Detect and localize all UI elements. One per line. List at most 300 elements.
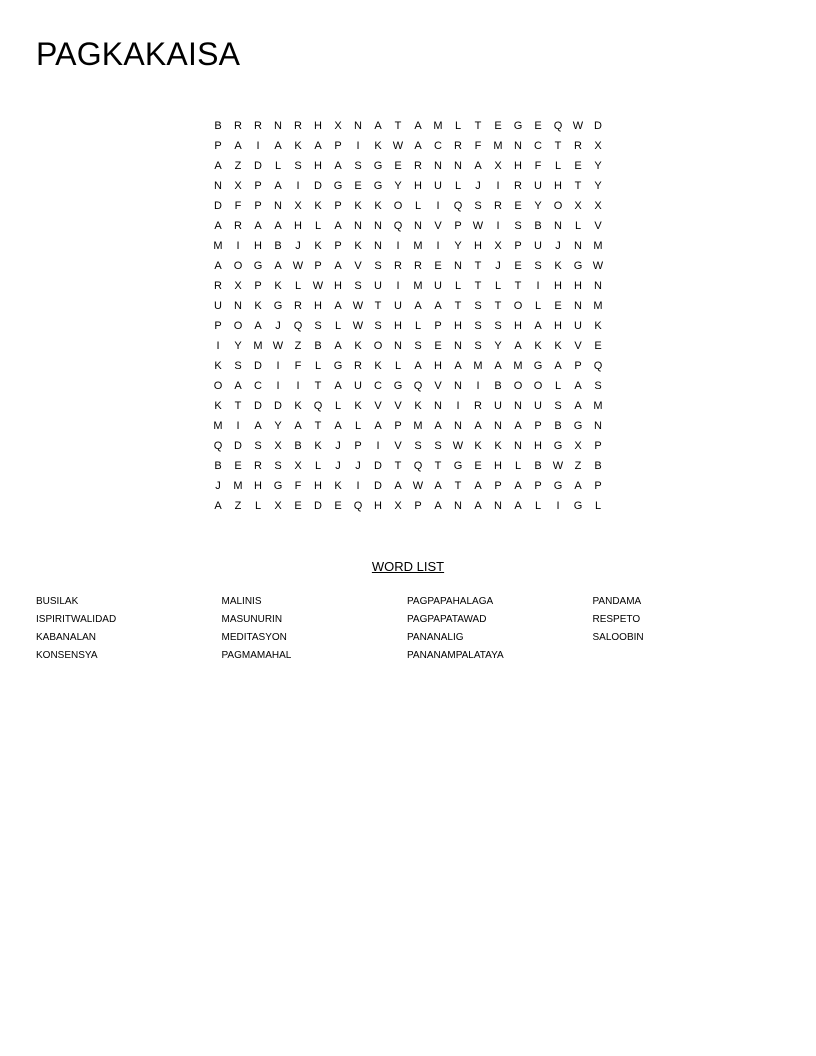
grid-letter: L: [414, 200, 422, 212]
grid-letter: L: [314, 460, 322, 472]
grid-letter: S: [254, 440, 262, 452]
grid-letter: L: [534, 300, 542, 312]
grid-letter: R: [494, 200, 502, 212]
grid-row: [208, 276, 608, 296]
grid-letter: U: [354, 380, 362, 392]
grid-letter: N: [434, 160, 442, 172]
grid-letter: I: [476, 380, 480, 392]
grid-letter: P: [414, 500, 422, 512]
grid-letter: E: [514, 260, 522, 272]
grid-letter: P: [334, 240, 342, 252]
grid-letter: Z: [234, 160, 242, 172]
grid-letter: Q: [453, 200, 463, 212]
word-item: MASUNURIN: [221, 614, 283, 625]
grid-letter: L: [574, 220, 582, 232]
grid-letter: N: [274, 120, 282, 132]
grid-letter: I: [396, 240, 400, 252]
grid-letter: A: [254, 320, 262, 332]
grid-letter: K: [274, 280, 282, 292]
grid-letter: G: [393, 380, 403, 392]
grid-letter: I: [556, 500, 560, 512]
grid-letter: F: [294, 480, 302, 492]
grid-letter: S: [354, 160, 362, 172]
grid-letter: A: [274, 180, 282, 192]
grid-letter: Y: [594, 160, 602, 172]
grid-letter: E: [294, 500, 302, 512]
grid-letter: N: [514, 140, 522, 152]
grid-letter: K: [374, 140, 382, 152]
grid-letter: P: [494, 480, 502, 492]
grid-letter: N: [274, 200, 282, 212]
grid-letter: H: [554, 280, 562, 292]
grid-letter: M: [253, 340, 263, 352]
grid-letter: H: [254, 240, 262, 252]
grid-letter: V: [434, 220, 442, 232]
grid-letter: S: [414, 340, 422, 352]
grid-row: [208, 316, 608, 336]
grid-letter: F: [534, 160, 542, 172]
grid-letter: L: [294, 280, 302, 292]
grid-letter: U: [574, 320, 582, 332]
grid-letter: S: [554, 400, 562, 412]
grid-letter: H: [554, 320, 562, 332]
grid-letter: A: [474, 160, 482, 172]
grid-letter: L: [534, 500, 542, 512]
grid-letter: B: [314, 340, 322, 352]
grid-letter: F: [474, 140, 482, 152]
grid-letter: H: [334, 280, 342, 292]
grid-letter: G: [333, 180, 343, 192]
grid-letter: M: [413, 280, 423, 292]
grid-letter: Q: [393, 220, 403, 232]
grid-letter: O: [213, 380, 223, 392]
grid-letter: H: [394, 320, 402, 332]
grid-letter: G: [553, 440, 563, 452]
grid-letter: N: [454, 340, 462, 352]
grid-letter: E: [234, 460, 242, 472]
grid-letter: N: [574, 300, 582, 312]
grid-letter: T: [494, 300, 502, 312]
grid-letter: R: [294, 120, 302, 132]
grid-letter: E: [394, 160, 402, 172]
grid-letter: E: [514, 200, 522, 212]
grid-letter: G: [513, 120, 523, 132]
grid-letter: G: [333, 360, 343, 372]
grid-letter: R: [474, 400, 482, 412]
grid-letter: P: [214, 320, 222, 332]
grid-letter: M: [413, 240, 423, 252]
grid-letter: H: [534, 440, 542, 452]
grid-letter: V: [374, 400, 382, 412]
grid-letter: K: [314, 200, 322, 212]
grid-letter: P: [434, 320, 442, 332]
grid-letter: N: [454, 260, 462, 272]
grid-letter: B: [274, 240, 282, 252]
word-column: [36, 593, 222, 665]
grid-letter: A: [254, 220, 262, 232]
grid-letter: K: [354, 340, 362, 352]
word-item: PAGMAMAHAL: [221, 650, 292, 661]
grid-letter: K: [534, 340, 542, 352]
grid-letter: M: [413, 420, 423, 432]
grid-letter: O: [513, 380, 523, 392]
grid-letter: E: [554, 300, 562, 312]
grid-letter: N: [514, 440, 522, 452]
grid-letter: P: [334, 200, 342, 212]
grid-letter: S: [294, 160, 302, 172]
grid-letter: L: [514, 460, 522, 472]
grid-letter: N: [234, 300, 242, 312]
grid-letter: Y: [594, 180, 602, 192]
grid-letter: T: [554, 140, 562, 152]
grid-letter: Q: [413, 460, 423, 472]
grid-letter: Z: [294, 340, 302, 352]
word-column: [593, 593, 779, 665]
grid-letter: W: [292, 260, 304, 272]
grid-letter: W: [572, 120, 584, 132]
word-item: BUSILAK: [36, 596, 79, 607]
grid-letter: A: [214, 220, 222, 232]
grid-letter: J: [555, 240, 561, 252]
grid-letter: K: [594, 320, 602, 332]
grid-letter: T: [434, 460, 442, 472]
grid-letter: O: [393, 200, 403, 212]
grid-letter: T: [474, 120, 482, 132]
grid-letter: Q: [353, 500, 363, 512]
grid-letter: M: [593, 400, 603, 412]
grid-letter: M: [593, 240, 603, 252]
grid-letter: V: [394, 400, 402, 412]
grid-letter: E: [474, 460, 482, 472]
grid-letter: R: [414, 260, 422, 272]
grid-letter: H: [414, 180, 422, 192]
grid-letter: J: [475, 180, 481, 192]
grid-letter: I: [376, 440, 380, 452]
grid-letter: N: [594, 420, 602, 432]
grid-letter: N: [394, 340, 402, 352]
grid-letter: T: [474, 280, 482, 292]
grid-letter: S: [374, 260, 382, 272]
grid-letter: U: [534, 240, 542, 252]
grid-letter: N: [494, 500, 502, 512]
grid-letter: L: [414, 320, 422, 332]
grid-letter: B: [534, 460, 542, 472]
grid-letter: X: [294, 200, 302, 212]
grid-letter: P: [214, 140, 222, 152]
grid-letter: Y: [274, 420, 282, 432]
grid-letter: H: [254, 480, 262, 492]
grid-letter: K: [294, 400, 302, 412]
grid-letter: S: [534, 260, 542, 272]
grid-letter: L: [594, 500, 602, 512]
grid-letter: G: [573, 500, 583, 512]
grid-letter: N: [454, 420, 462, 432]
grid-letter: K: [554, 340, 562, 352]
grid-letter: C: [254, 380, 262, 392]
grid-letter: T: [314, 380, 322, 392]
grid-letter: I: [356, 480, 360, 492]
grid-letter: A: [334, 220, 342, 232]
grid-letter: P: [594, 440, 602, 452]
grid-letter: L: [394, 360, 402, 372]
grid-letter: A: [414, 140, 422, 152]
grid-letter: D: [314, 500, 322, 512]
grid-letter: I: [296, 380, 300, 392]
grid-letter: I: [216, 340, 220, 352]
grid-letter: U: [534, 180, 542, 192]
grid-letter: A: [334, 260, 342, 272]
grid-row: [208, 376, 608, 396]
grid-letter: P: [454, 220, 462, 232]
grid-letter: N: [454, 500, 462, 512]
grid-letter: S: [474, 200, 482, 212]
grid-letter: Y: [394, 180, 402, 192]
grid-letter: R: [574, 140, 582, 152]
grid-letter: K: [214, 360, 222, 372]
grid-letter: U: [394, 300, 402, 312]
grid-letter: B: [214, 120, 222, 132]
grid-letter: K: [314, 240, 322, 252]
grid-letter: U: [214, 300, 222, 312]
grid-letter: L: [334, 400, 342, 412]
grid-letter: G: [573, 420, 583, 432]
grid-letter: Y: [534, 200, 542, 212]
grid-letter: V: [394, 440, 402, 452]
grid-letter: X: [494, 240, 502, 252]
grid-letter: N: [354, 120, 362, 132]
grid-letter: M: [433, 120, 443, 132]
grid-letter: R: [294, 300, 302, 312]
grid-letter: A: [514, 420, 522, 432]
grid-letter: Q: [553, 120, 563, 132]
grid-row: [208, 156, 608, 176]
grid-letter: H: [314, 120, 322, 132]
grid-letter: P: [534, 420, 542, 432]
grid-letter: H: [474, 240, 482, 252]
grid-letter: I: [436, 200, 440, 212]
grid-letter: I: [276, 360, 280, 372]
grid-row: [208, 236, 608, 256]
grid-letter: I: [396, 280, 400, 292]
grid-row: [208, 216, 608, 236]
grid-letter: X: [274, 440, 282, 452]
grid-letter: K: [554, 260, 562, 272]
grid-letter: H: [314, 160, 322, 172]
grid-letter: G: [373, 180, 383, 192]
grid-letter: E: [354, 180, 362, 192]
grid-letter: R: [514, 180, 522, 192]
grid-letter: N: [354, 220, 362, 232]
grid-letter: A: [574, 380, 582, 392]
grid-letter: P: [254, 280, 262, 292]
grid-letter: K: [314, 440, 322, 452]
word-list-heading: WORD LIST: [371, 559, 445, 574]
grid-letter: L: [494, 280, 502, 292]
grid-letter: L: [554, 380, 562, 392]
grid-row: [208, 396, 608, 416]
grid-letter: H: [494, 460, 502, 472]
grid-letter: P: [534, 480, 542, 492]
grid-letter: I: [236, 240, 240, 252]
grid-letter: A: [414, 360, 422, 372]
word-item: ISPIRITWALIDAD: [36, 614, 117, 625]
grid-letter: D: [234, 440, 242, 452]
grid-row: [208, 136, 608, 156]
grid-letter: W: [412, 480, 424, 492]
grid-letter: N: [454, 380, 462, 392]
grid-letter: A: [474, 480, 482, 492]
word-item: PANANAMPALATAYA: [407, 650, 504, 661]
grid-letter: I: [496, 180, 500, 192]
grid-letter: S: [474, 340, 482, 352]
grid-letter: N: [574, 240, 582, 252]
grid-letter: R: [214, 280, 222, 292]
word-item: PANANALIG: [407, 632, 464, 643]
grid-letter: A: [254, 420, 262, 432]
grid-letter: X: [294, 460, 302, 472]
grid-letter: G: [573, 260, 583, 272]
grid-letter: A: [334, 420, 342, 432]
grid-letter: A: [374, 420, 382, 432]
word-item: SALOOBIN: [592, 632, 644, 643]
puzzle-title: PAGKAKAISA: [36, 36, 241, 72]
grid-letter: A: [494, 360, 502, 372]
grid-letter: L: [314, 360, 322, 372]
grid-letter: R: [394, 260, 402, 272]
grid-letter: W: [392, 140, 404, 152]
grid-letter: D: [374, 480, 382, 492]
word-item: KONSENSYA: [36, 650, 98, 661]
grid-letter: I: [296, 180, 300, 192]
grid-letter: O: [513, 300, 523, 312]
grid-letter: R: [254, 460, 262, 472]
grid-letter: K: [494, 440, 502, 452]
grid-letter: L: [454, 280, 462, 292]
grid-letter: W: [452, 440, 464, 452]
grid-letter: U: [534, 400, 542, 412]
grid-letter: B: [594, 460, 602, 472]
grid-letter: C: [534, 140, 542, 152]
grid-letter: L: [454, 180, 462, 192]
grid-letter: H: [514, 160, 522, 172]
grid-letter: A: [234, 380, 242, 392]
grid-letter: P: [514, 240, 522, 252]
grid-letter: L: [254, 500, 262, 512]
grid-letter: R: [234, 120, 242, 132]
grid-letter: G: [553, 480, 563, 492]
grid-letter: J: [295, 240, 301, 252]
grid-row: [208, 416, 608, 436]
grid-letter: A: [414, 300, 422, 312]
grid-letter: P: [254, 200, 262, 212]
grid-letter: X: [574, 200, 582, 212]
grid-letter: V: [574, 340, 582, 352]
grid-row: [208, 476, 608, 496]
grid-letter: X: [234, 280, 242, 292]
grid-letter: O: [373, 340, 383, 352]
grid-letter: B: [214, 460, 222, 472]
grid-letter: K: [414, 400, 422, 412]
grid-letter: I: [256, 140, 260, 152]
grid-letter: M: [513, 360, 523, 372]
grid-letter: A: [214, 160, 222, 172]
grid-letter: D: [254, 360, 262, 372]
grid-letter: S: [514, 220, 522, 232]
grid-letter: A: [514, 480, 522, 492]
grid-letter: K: [214, 400, 222, 412]
grid-letter: A: [574, 480, 582, 492]
grid-letter: H: [314, 480, 322, 492]
grid-row: [208, 256, 608, 276]
grid-letter: X: [594, 140, 602, 152]
grid-letter: P: [254, 180, 262, 192]
grid-letter: N: [594, 280, 602, 292]
grid-letter: U: [434, 280, 442, 292]
grid-letter: A: [334, 340, 342, 352]
grid-letter: P: [334, 140, 342, 152]
grid-letter: C: [434, 140, 442, 152]
grid-letter: Q: [593, 360, 603, 372]
grid-letter: O: [233, 320, 243, 332]
word-item: KABANALAN: [36, 632, 97, 643]
grid-letter: S: [594, 380, 602, 392]
grid-letter: E: [434, 340, 442, 352]
grid-letter: Z: [574, 460, 582, 472]
word-item: MALINIS: [221, 596, 262, 607]
grid-letter: A: [434, 480, 442, 492]
grid-letter: A: [414, 120, 422, 132]
grid-letter: B: [554, 420, 562, 432]
grid-letter: L: [334, 320, 342, 332]
grid-letter: X: [394, 500, 402, 512]
grid-letter: T: [514, 280, 522, 292]
grid-row: [208, 436, 608, 456]
word-column: [222, 593, 408, 665]
grid-letter: K: [474, 440, 482, 452]
grid-letter: S: [374, 320, 382, 332]
grid-letter: Y: [494, 340, 502, 352]
grid-letter: K: [354, 200, 362, 212]
grid-letter: T: [374, 300, 382, 312]
word-item: RESPETO: [592, 614, 641, 625]
grid-letter: M: [593, 300, 603, 312]
grid-letter: P: [594, 480, 602, 492]
grid-letter: I: [436, 240, 440, 252]
grid-letter: A: [294, 420, 302, 432]
grid-letter: A: [274, 140, 282, 152]
grid-letter: G: [273, 480, 283, 492]
grid-letter: J: [335, 440, 341, 452]
grid-letter: H: [374, 500, 382, 512]
grid-letter: Z: [234, 500, 242, 512]
word-item: PANDAMA: [592, 596, 642, 607]
grid-letter: A: [374, 120, 382, 132]
grid-letter: T: [574, 180, 582, 192]
grid-letter: H: [294, 220, 302, 232]
grid-letter: G: [273, 300, 283, 312]
grid-letter: T: [454, 300, 462, 312]
grid-letter: W: [352, 320, 364, 332]
grid-letter: L: [554, 160, 562, 172]
grid-letter: V: [434, 380, 442, 392]
grid-letter: J: [215, 480, 221, 492]
grid-letter: Q: [213, 440, 223, 452]
grid-row: [208, 456, 608, 476]
grid-letter: R: [234, 220, 242, 232]
grid-letter: F: [234, 200, 242, 212]
grid-letter: V: [594, 220, 602, 232]
grid-letter: I: [536, 280, 540, 292]
